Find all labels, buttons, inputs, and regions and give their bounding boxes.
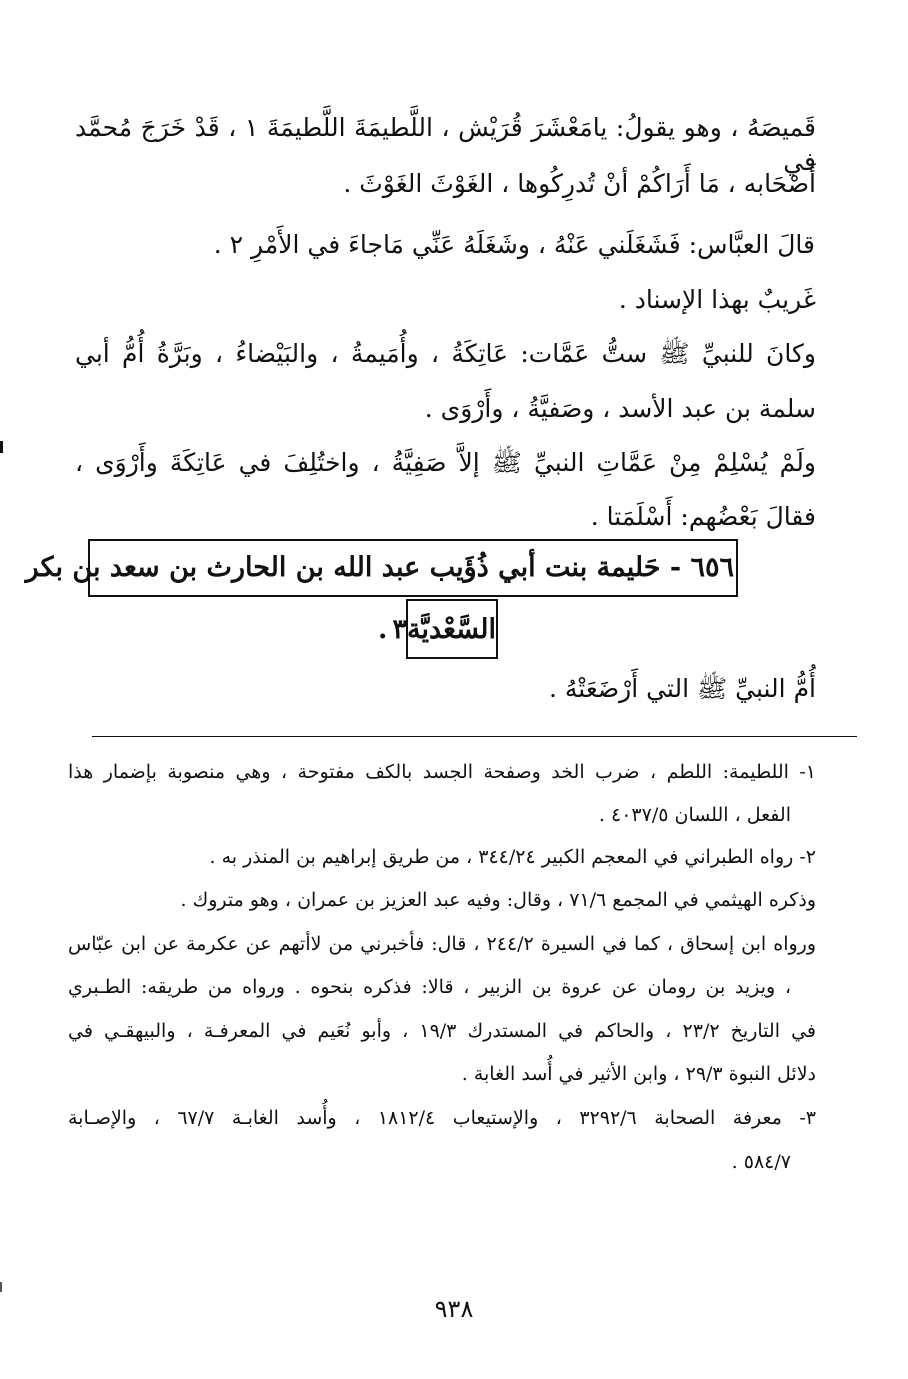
- footnote-line-5: ورواه ابن إسحاق ، كما في السيرة ٢٤٤/٢ ، قال: فأخبرني من لاأتهم عن عكرمة عن ابن عبّاس: [68, 933, 816, 955]
- footnote-line-4: وذكره الهيثمي في المجمع ٧١/٦ ، وقال: وفيه عبد العزيز بن عمران ، وهو متروك .: [180, 889, 816, 911]
- entry-heading-end-mark: .: [378, 614, 388, 645]
- footnote-line-1: ١- اللطيمة: اللطم ، ضرب الخد وصفحة الجسد بالكف مفتوحة ، وهي منصوبة بإضمار هذا: [68, 761, 816, 783]
- scan-margin-mark-2: [0, 1282, 2, 1292]
- footnote-line-7: في التاريخ ٢٣/٢ ، والحاكم في المستدرك ١٩/٣ ، وأبو نُعَيم في المعرفـة ، والبيهقـي في: [68, 1020, 817, 1042]
- scan-margin-mark: [0, 441, 3, 453]
- entry-description: أُمُّ النبيِّ ﷺ التي أَرْضَعَتْهُ .: [549, 674, 816, 703]
- body-line-6: سلمة بن عبد الأسد ، وصَفيَّةُ ، وأَرْوَى .: [424, 394, 816, 423]
- body-line-1: قَميصَهُ ، وهو يقولُ: يامَعْشَرَ قُرَيْش ، اللَّطيمَةَ اللَّطيمَةَ ١ ، قَدْ خَرَجَ مُحمَّد في: [75, 113, 816, 176]
- page-number: ٩٣٨: [434, 1295, 474, 1323]
- footnote-line-2: الفعل ، اللسان ٤٠٣٧/٥ .: [598, 804, 791, 826]
- body-line-2: أَصْحَابه ، مَا أَرَاكُمْ أنْ تُدرِكُوها ، الغَوْثَ الغَوْثَ .: [343, 169, 816, 198]
- body-line-5: وكانَ للنبيِّ ﷺ ستُّ عَمَّات: عَاتِكَةُ ، وأُمَيمةُ ، والبَيْضاءُ ، وبَرَّةُ أُمُّ أبي: [75, 339, 816, 368]
- footnote-separator: [92, 736, 857, 737]
- footnote-line-10: ٥٨٤/٧ .: [731, 1151, 791, 1173]
- footnote-line-9: ٣- معرفة الصحابة ٣٢٩٢/٦ ، والإستيعاب ١٨١٢/٤ ، وأُسد الغابـة ٦٧/٧ ، والإصـابة: [68, 1107, 816, 1129]
- body-line-3: قالَ العبَّاس: فَشَغَلَني عَنْهُ ، وشَغَلَهُ عَنِّي مَاجاءَ في الأَمْرِ ٢ .: [213, 230, 815, 259]
- entry-heading-title: ٦٥٦ - حَليمة بنت أبي ذُؤَيب عبد الله بن الحارث بن سعد بن بكر: [25, 552, 734, 583]
- footnote-line-3: ٢- رواه الطبراني في المعجم الكبير ٣٤٤/٢٤ ، من طريق إبراهيم بن المنذر به .: [209, 846, 816, 868]
- body-line-4: غَريبٌ بهذا الإسناد .: [618, 285, 816, 314]
- footnote-line-6: ، ويزيد بن رومان عن عروة بن الزبير ، قالا: فذكره بنحوه . ورواه من طريقه: الطـبري: [68, 976, 791, 998]
- body-line-8: فقالَ بَعْضُهم: أَسْلَمَتا .: [590, 502, 816, 531]
- entry-heading-nisba: السَّعْديَّة٣: [392, 614, 496, 645]
- body-line-7: ولَمْ يُسْلِمْ مِنْ عَمَّاتِ النبيِّ ﷺ إلاَّ صَفِيَّةُ ، واختُلِفَ في عَاتِكَةَ وأَرْوَى ،: [75, 448, 816, 477]
- footnote-line-8: دلائل النبوة ٢٩/٣ ، وابن الأثير في أُسد الغابة .: [461, 1063, 816, 1085]
